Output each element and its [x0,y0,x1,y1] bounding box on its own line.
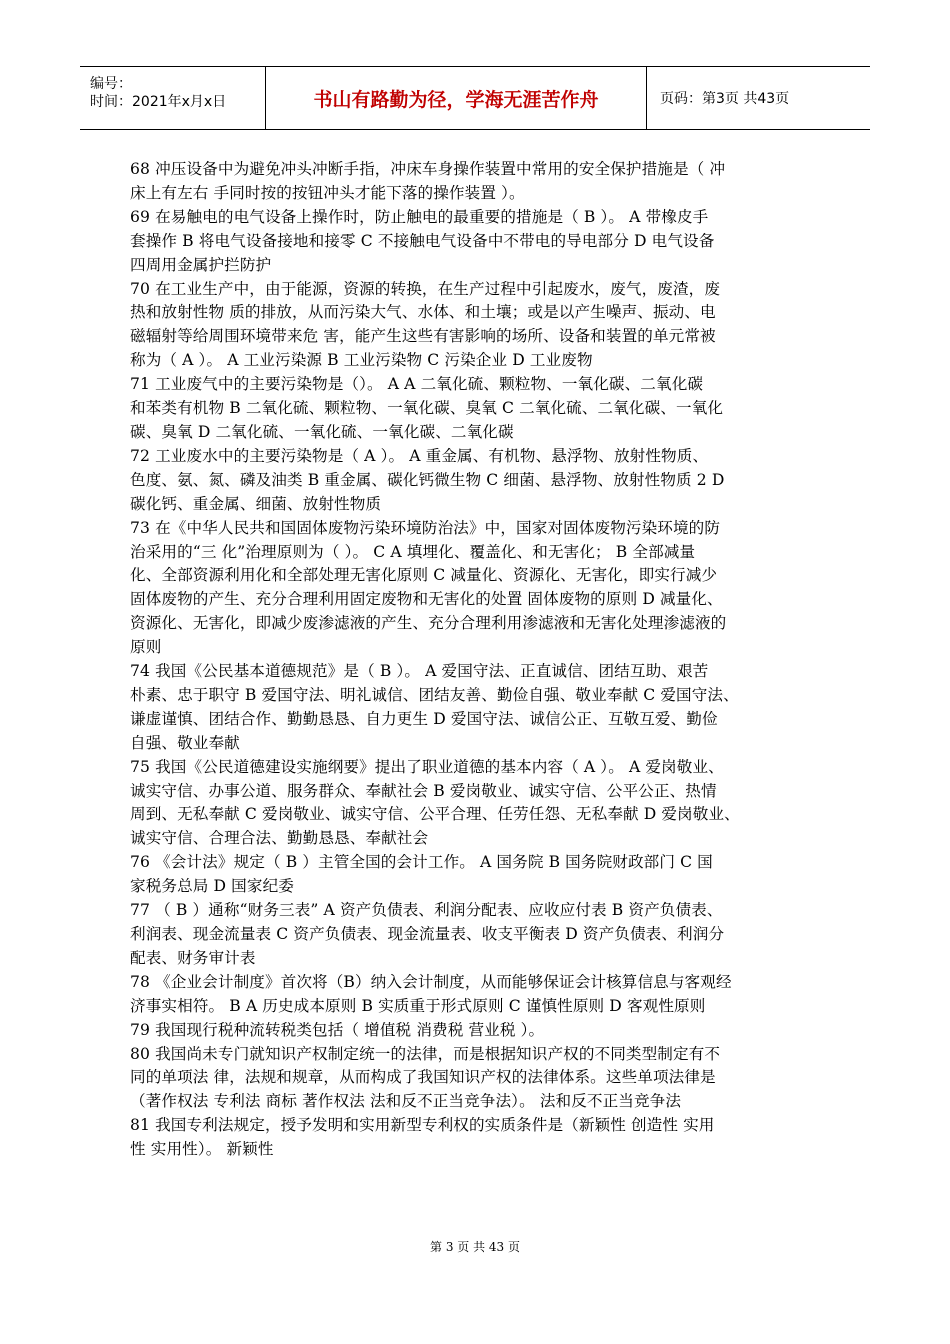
text-line: 原则 [130,638,162,657]
text-line: 77 （ B ）通称“财务三表” A 资产负债表、利润分配表、应收应付表 B 资产负债表、 [130,901,723,920]
text-line: 同的单项法 律，法规和规章，从而构成了我国知识产权的法律体系。这些单项法律是 [130,1068,716,1087]
text-line: 碳、臭氧 D 二氧化硫、一氧化硫、一氧化碳、二氧化碳 [130,422,514,441]
text-line: 73 在《中华人民共和国固体废物污染环境防治法》中，国家对固体废物污染环境的防 [130,518,721,537]
text-line: 71 工业废气中的主要污染物是（）。 A A 二氧化硫、颗粒物、一氧化碳、二氧化碳 [130,375,704,394]
text-line: 72 工业废水中的主要污染物是（ A ）。 A 重金属、有机物、悬浮物、放射性物质、 [130,446,709,465]
text-line: 诚实守信、办事公道、服务群众、奉献社会 B 爱岗敬业、诚实守信、公平公正、热情 [130,781,717,800]
text-line: 81 我国专利法规定，授予发明和实用新型专利权的实质条件是（新颖性 创造性 实用 [130,1116,715,1135]
text-line: 74 我国《公民基本道德规范》是（ B ）。 A 爱国守法、正直诚信、团结互助、艰苦 [130,662,709,681]
text-line: 资源化、无害化，即减少废渗滤液的产生、充分合理利用渗滤液和无害化处理渗滤液的 [130,614,727,633]
text-line: 固体废物的产生、充分合理利用固定废物和无害化的处置 固体废物的原则 D 减量化、 [130,590,723,609]
text-line: 78 《企业会计制度》首次将（B）纳入会计制度，从而能够保证会计核算信息与客观经 [130,972,732,991]
document-body [130,158,865,1162]
document-time-label: 时间：2021年x月x日 [90,94,227,110]
text-line: 化、全部资源利用化和全部处理无害化原则 C 减量化、资源化、无害化，即实行减少 [130,566,718,585]
text-line: 套操作 B 将电气设备接地和接零 C 不接触电气设备中不带电的导电部分 D 电气设备 [130,231,715,250]
text-line: 69 在易触电的电气设备上操作时，防止触电的最重要的措施是（ B ）。 A 带橡皮手 [130,207,709,226]
text-line: 床上有左右 手同时按的按钮冲头才能下落的操作装置 ）。 [130,183,525,202]
text-line: 76 《会计法》规定（ B ）主管全国的会计工作。 A 国务院 B 国务院财政部门 C 国 [130,853,713,872]
text-line: 济事实相符。 B A 历史成本原则 B 实质重于形式原则 C 谨慎性原则 D 客观性原则 [130,996,706,1015]
text-line: 谦虚谨慎、团结合作、勤勤恳恳、自力更生 D 爱国守法、诚信公正、互敬互爱、勤俭 [130,709,718,728]
text-line: 碳化钙、重金属、细菌、放射性物质 [130,494,382,513]
text-line: 68 冲压设备中为避免冲头冲断手指，冲床车身操作装置中常用的安全保护措施是（ 冲 [130,160,726,178]
text-line: 70 在工业生产中，由于能源，资源的转换，在生产过程中引起废水，废气，废渣，废 [130,279,721,298]
header-page-info: 页码：第3页 共43页 [660,91,790,107]
text-line: 朴素、忠于职守 B 爱国守法、明礼诚信、团结友善、勤俭自强、敬业奉献 C 爱国守法、 [130,685,739,704]
text-line: 和苯类有机物 B 二氧化硫、颗粒物、一氧化碳、臭氧 C 二氧化硫、二氧化碳、一氧化 [130,399,724,418]
text-line: 自强、敬业奉献 [130,733,240,752]
text-line: 磁辐射等给周围环境带来危 害，能产生这些有害影响的场所、设备和装置的单元常被 [130,327,716,346]
text-line: 热和放射性物 质的排放，从而污染大气、水体、和土壤；或是以产生噪声、振动、电 [130,303,716,322]
text-line: 配表、财务审计表 [130,948,256,967]
text-line: 诚实守信、合理合法、勤勤恳恳、奉献社会 [130,829,429,848]
text-line: 80 我国尚未专门就知识产权制定统一的法律，而是根据知识产权的不同类型制定有不 [130,1044,721,1063]
text-line: 75 我国《公民道德建设实施纲要》提出了职业道德的基本内容（ A ）。 A 爱岗敬业、 [130,757,724,776]
text-line: 79 我国现行税种流转税类包括（ 增值税 消费税 营业税 ）。 [130,1020,545,1039]
text-line: 性 实用性）。 新颖性 [130,1140,274,1159]
text-line: 色度、氨、氮、磷及油类 B 重金属、碳化钙微生物 C 细菌、悬浮物、放射性物质 2 D [130,470,725,489]
text-line: 家税务总局 D 国家纪委 [130,877,294,896]
page-header [80,66,870,130]
page-footer: 第 3 页 共 43 页 [430,1240,520,1254]
text-line: 称为（ A ）。 A 工业污染源 B 工业污染物 C 污染企业 D 工业废物 [130,351,593,370]
text-line: 周到、无私奉献 C 爱岗敬业、诚实守信、公平合理、任劳任怨、无私奉献 D 爱岗敬业、 [130,805,740,824]
document-number-label: 编号： [90,76,132,92]
text-line: 利润表、现金流量表 C 资产负债表、现金流量表、收支平衡表 D 资产负债表、利润分 [130,925,725,943]
text-line: （著作权法 专利法 商标 著作权法 法和反不正当竞争法）。 法和反不正当竞争法 [130,1092,682,1111]
header-motto: 书山有路勤为径，学海无涯苦作舟 [265,67,647,129]
text-line: 四周用金属护拦防护 [130,255,272,274]
text-line: 治采用的“三 化”治理原则为（ ）。 C A 填埋化、覆盖化、和无害化； B 全部减量 [130,542,696,561]
header-meta [80,67,265,129]
